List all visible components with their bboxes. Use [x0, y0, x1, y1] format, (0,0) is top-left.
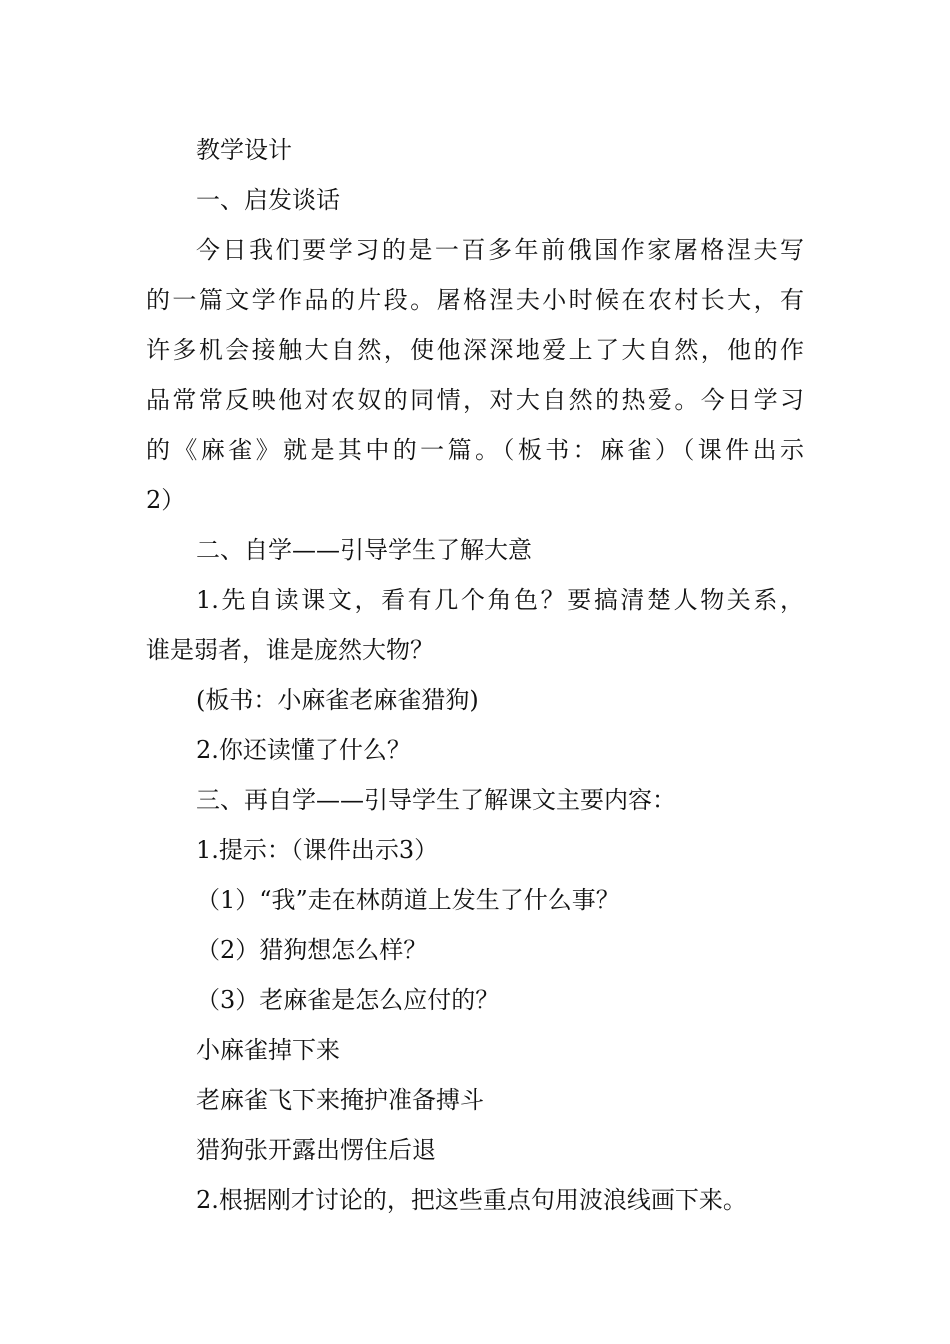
list-item-continuation: 谁是弱者，谁是庞然大物？ — [146, 636, 434, 664]
list-item: 2.你还读懂了什么？ — [196, 736, 411, 764]
paragraph-line: 许多机会接触大自然，使他深深地爱上了大自然，他的作 — [146, 336, 804, 364]
list-item: 1.先自读课文，看有几个角色？要搞清楚人物关系， — [196, 586, 804, 614]
paragraph-line: 品常常反映他对农奴的同情，对大自然的热爱。今日学习 — [146, 386, 804, 414]
board-note: (板书：小麻雀老麻雀猎狗) — [196, 686, 479, 714]
question-item: （1）“我”走在林荫道上发生了什么事？ — [196, 886, 620, 914]
list-item: 1.提示：（课件出示3） — [196, 836, 439, 864]
paragraph-line: 的一篇文学作品的片段。屠格涅夫小时候在农村长大，有 — [146, 286, 804, 314]
question-item: （3）老麻雀是怎么应付的？ — [196, 986, 500, 1014]
summary-line: 老麻雀飞下来掩护准备搏斗 — [196, 1086, 484, 1114]
heading-1: 一、启发谈话 — [196, 186, 340, 214]
section-title: 教学设计 — [196, 136, 292, 164]
paragraph-line: 今日我们要学习的是一百多年前俄国作家屠格涅夫写 — [196, 236, 804, 264]
heading-2: 二、自学——引导学生了解大意 — [196, 536, 532, 564]
list-item: 2.根据刚才讨论的，把这些重点句用波浪线画下来。 — [196, 1186, 747, 1214]
heading-3: 三、再自学——引导学生了解课文主要内容： — [196, 786, 676, 814]
paragraph-line: 2） — [146, 486, 186, 514]
summary-line: 猎狗张开露出愣住后退 — [196, 1136, 436, 1164]
question-item: （2）猎狗想怎么样？ — [196, 936, 428, 964]
summary-line: 小麻雀掉下来 — [196, 1036, 340, 1064]
paragraph-line: 的《麻雀》就是其中的一篇。（板书：麻雀）（课件出示 — [146, 436, 804, 464]
